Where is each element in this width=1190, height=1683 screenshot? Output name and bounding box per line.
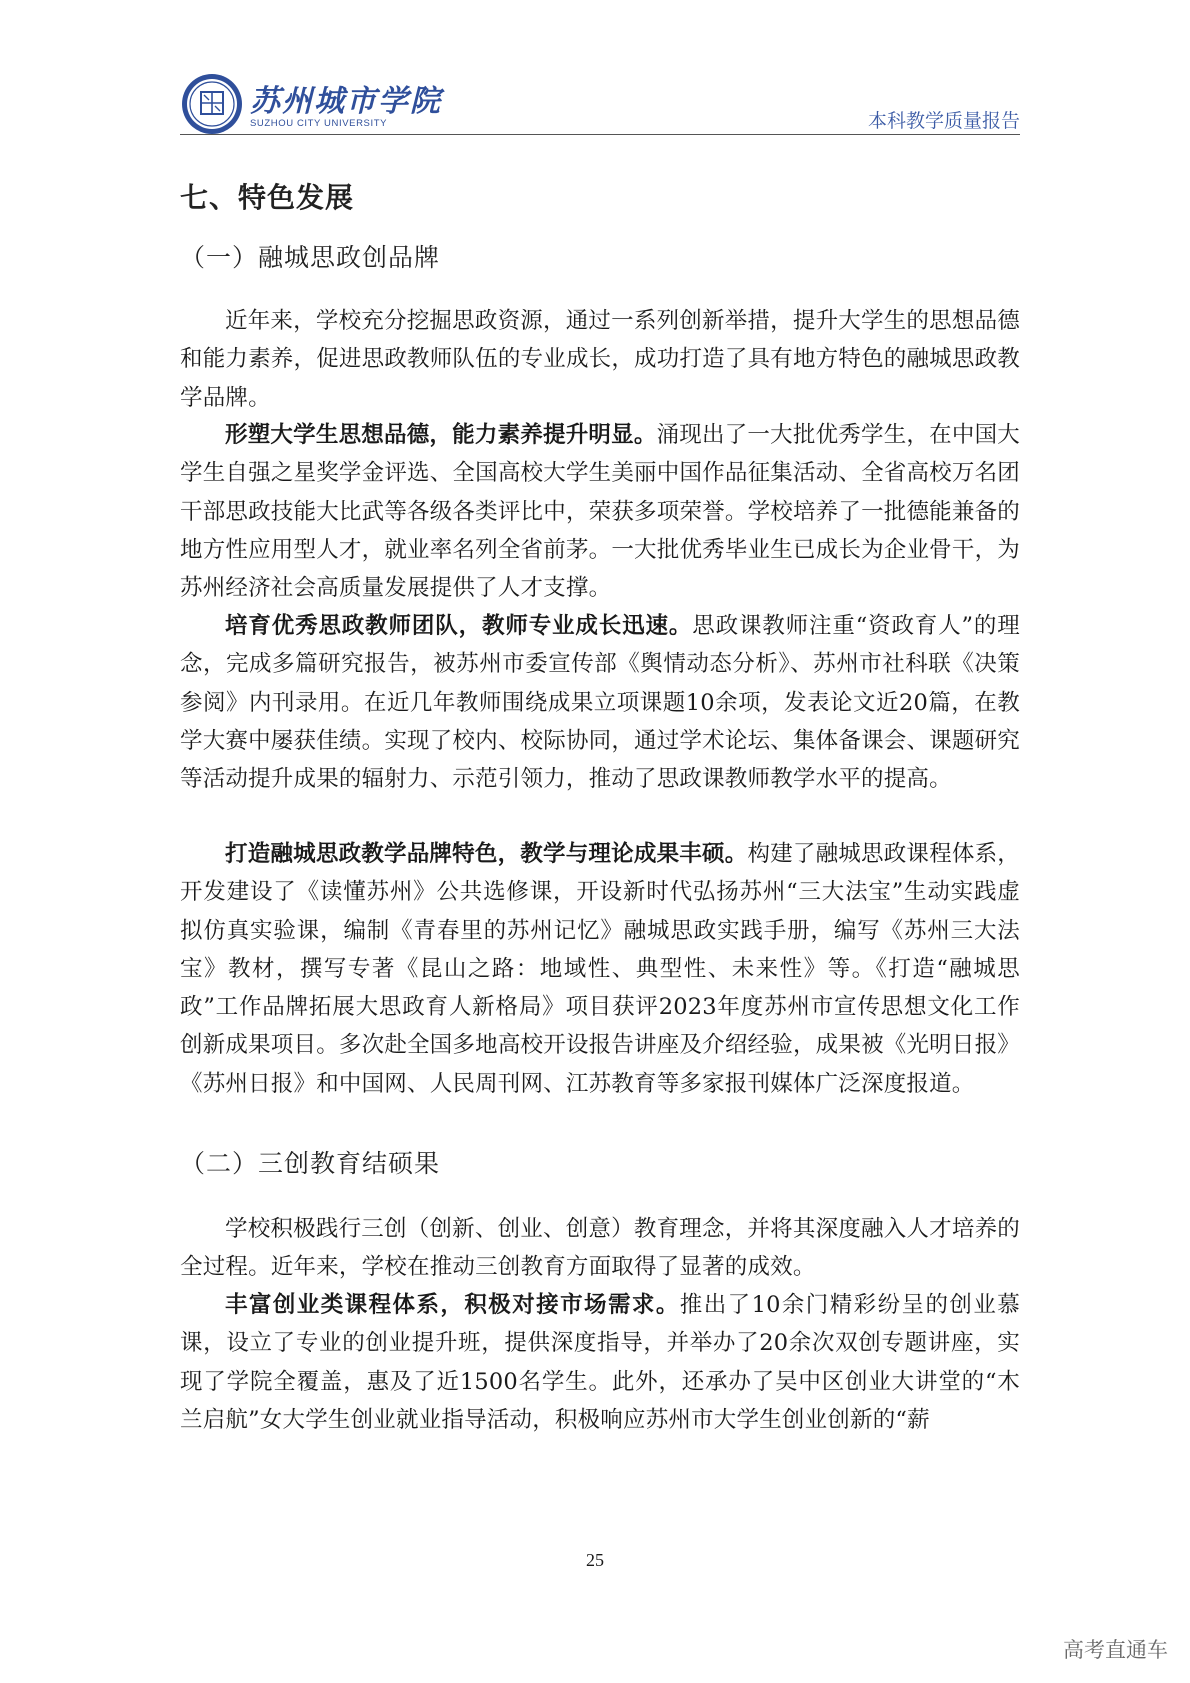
subsection2-intro: 学校积极践行三创（创新、创业、创意）教育理念，并将其深度融入人才培养的全过程。近年来，学校在推动三创教育方面取得了显著的成效。 bbox=[180, 1216, 1020, 1281]
university-logo bbox=[250, 76, 442, 129]
subsection1-intro: 近年来，学校充分挖掘思政资源，通过一系列创新举措，提升大学生的思想品德和能力素养，促进思政教师队伍的专业成长，成功打造了具有地方特色的融城思政教学品牌。 bbox=[180, 308, 1020, 411]
paragraph-body: 涌现出了一大批优秀学生，在中国大学生自强之星奖学金评选、全国高校大学生美丽中国作品征集活动、全省高校万名团干部思政技能大比武等各级各类评比中，荣获多项荣誉。学校培养了一批德能兼备的地方性应用型人才，就业率名列全省前茅。一大批优秀毕业生已成长为企业骨干，为苏州经济社会高质量发展提供了人才支撑。 bbox=[180, 422, 1020, 602]
paragraph-body: 推出了10余门精彩纷呈的创业慕课，设立了专业的创业提升班，提供深度指导，并举办了20余次双创专题讲座，实现了学院全覆盖，惠及了近1500名学生。此外，还承办了吴中区创业大讲堂的“木兰启航”女大学生创业就业指导活动，积极响应苏州市大学生创业创新的“薪 bbox=[180, 1292, 1020, 1433]
subsection1-paragraph-3 bbox=[180, 835, 1020, 1103]
subsection1-paragraph-1 bbox=[180, 416, 1020, 607]
page-header bbox=[180, 70, 1020, 136]
report-title: 本科教学质量报告 bbox=[867, 110, 1020, 132]
watermark: 高考直通车 bbox=[1063, 1638, 1168, 1662]
paragraph-lead: 丰富创业类课程体系，积极对接市场需求。 bbox=[225, 1292, 680, 1318]
logo-english-name: SUZHOU CITY UNIVERSITY bbox=[250, 118, 388, 129]
paragraph-body: 构建了融城思政课程体系，开发建设了《读懂苏州》公共选修课，开设新时代弘扬苏州“三大法宝”生动实践虚拟仿真实验课，编制《青春里的苏州记忆》融城思政实践手册，编写《苏州三大法宝》教材，撰写专著《昆山之路：地域性、典型性、未来性》等。《打造“融城思政”工作品牌拓展大思政育人新格局》项目获评2023年度苏州市宣传思想文化工作创新成果项目。多次赴全国多地高校开设报告讲座及介绍经验，成果被《光明日报》《苏州日报》和中国网、人民周刊网、江苏教育等多家报刊媒体广泛深度报道。 bbox=[180, 841, 1020, 1097]
paragraph-lead: 培育优秀思政教师团队，教师专业成长迅速。 bbox=[225, 613, 693, 639]
subsection-title-2: （二）三创教育结硕果 bbox=[180, 1149, 441, 1178]
paragraph-lead: 形塑大学生思想品德，能力素养提升明显。 bbox=[225, 422, 657, 448]
page-number: 25 bbox=[586, 1550, 604, 1570]
subsection2-paragraph-1 bbox=[180, 1286, 1020, 1439]
university-seal-icon bbox=[180, 72, 244, 136]
subsection-title-1: （一）融城思政创品牌 bbox=[180, 243, 441, 272]
subsection1-paragraph-2 bbox=[180, 607, 1020, 798]
section-title: 七、特色发展 bbox=[180, 181, 355, 214]
logo-chinese-name: 苏州城市学院 bbox=[250, 84, 442, 119]
header-divider bbox=[180, 134, 1020, 135]
paragraph-body: 思政课教师注重“资政育人”的理念，完成多篇研究报告，被苏州市委宣传部《舆情动态分析》、苏州市社科联《决策参阅》内刊录用。在近几年教师围绕成果立项课题10余项，发表论文近20篇，在教学大赛中屡获佳绩。实现了校内、校际协同，通过学术论坛、集体备课会、课题研究等活动提升成果的辐射力、示范引领力，推动了思政课教师教学水平的提高。 bbox=[180, 613, 1020, 793]
paragraph-lead: 打造融城思政教学品牌特色，教学与理论成果丰硕。 bbox=[225, 841, 748, 867]
